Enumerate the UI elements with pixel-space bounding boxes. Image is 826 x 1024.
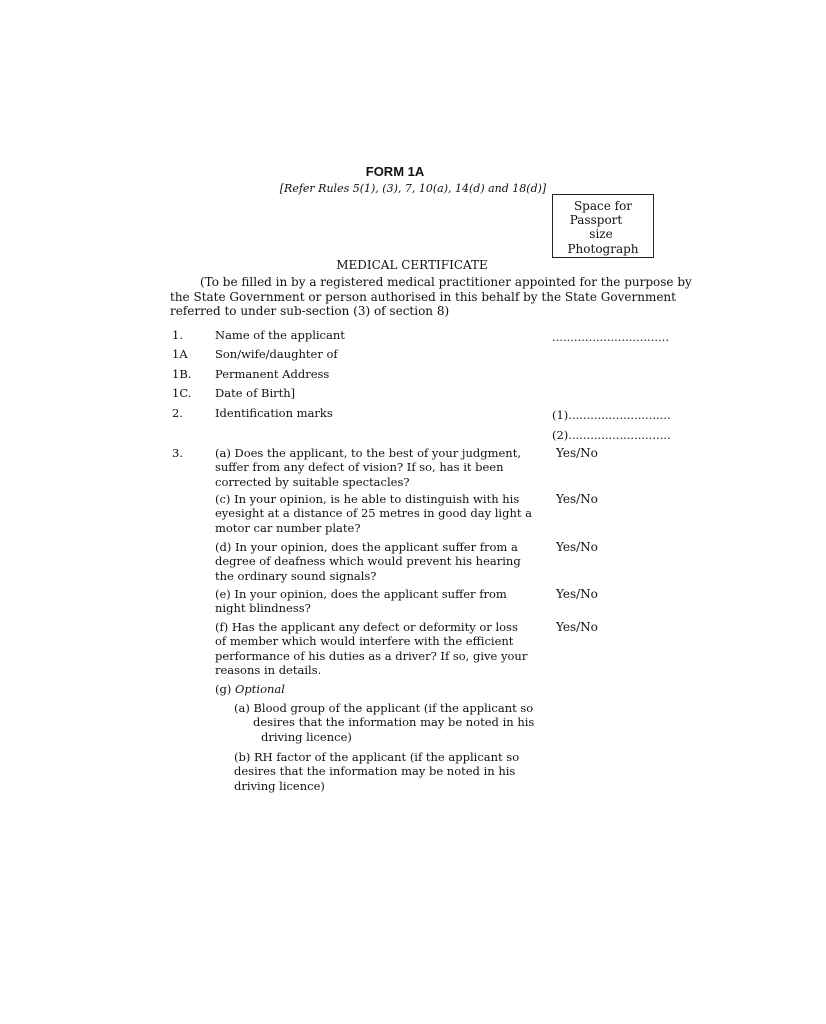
optional-line: desires that the information may be noted in his bbox=[253, 715, 535, 730]
question-line: (d) In your opinion, does the applicant suffer from a bbox=[215, 540, 518, 554]
certificate-title: MEDICAL CERTIFICATE bbox=[336, 258, 488, 272]
photo-box-line: Photograph bbox=[567, 241, 639, 256]
optional-line: (a) Blood group of the applicant (if the applicant so bbox=[234, 701, 534, 715]
optional-line: (b) RH factor of the applicant (if the applicant so bbox=[234, 750, 520, 764]
optional-label: Optional bbox=[235, 682, 285, 696]
identification-mark-1-entry[interactable]: (1)............................ bbox=[552, 408, 671, 422]
question-line: (f) Has the applicant any defect or deformity or loss bbox=[215, 620, 518, 634]
certificate-intro bbox=[170, 275, 692, 319]
question-line: reasons in details. bbox=[215, 663, 322, 678]
question-line: performance of his duties as a driver? If so, give your bbox=[215, 648, 528, 663]
yes-no-answer[interactable]: Yes/No bbox=[556, 492, 598, 506]
optional-prefix: (g) bbox=[215, 682, 232, 696]
yes-no-answer[interactable]: Yes/No bbox=[556, 587, 598, 601]
question-deafness bbox=[215, 540, 521, 583]
item-number: 1B. bbox=[172, 367, 192, 381]
question-line: (e) In your opinion, does the applicant suffer from bbox=[215, 587, 507, 601]
name-entry-line[interactable]: ................................ bbox=[552, 330, 669, 344]
question-line: (c) In your opinion, is he able to distinguish with his bbox=[215, 492, 520, 506]
optional-rh-factor bbox=[234, 750, 520, 793]
question-line: eyesight at a distance of 25 metres in good day light a bbox=[215, 506, 533, 521]
question-night-blindness bbox=[215, 587, 507, 616]
passport-photo-box bbox=[552, 194, 654, 258]
item-number: 1A bbox=[172, 347, 188, 361]
intro-line: the State Government or person authorised in this behalf by the State Government bbox=[170, 289, 676, 304]
field-label-address: Permanent Address bbox=[215, 367, 330, 381]
yes-no-answer[interactable]: Yes/No bbox=[556, 620, 598, 634]
question-deformity bbox=[215, 620, 528, 678]
field-label-identification: Identification marks bbox=[215, 406, 333, 420]
field-label-relation: Son/wife/daughter of bbox=[215, 347, 338, 361]
optional-heading bbox=[215, 682, 285, 696]
identification-mark-2-entry[interactable]: (2)............................ bbox=[552, 428, 671, 442]
question-line: suffer from any defect of vision? If so, has it been bbox=[215, 460, 504, 475]
item-number: 1C. bbox=[172, 386, 192, 400]
optional-line: driving licence) bbox=[261, 729, 352, 744]
rules-reference: [Refer Rules 5(1), (3), 7, 10(a), 14(d) and 18(d)] bbox=[279, 182, 547, 195]
question-eyesight-distance bbox=[215, 492, 533, 535]
question-line: of member which would interfere with the efficient bbox=[215, 634, 514, 649]
question-line: night blindness? bbox=[215, 601, 311, 616]
field-label-dob: Date of Birth] bbox=[215, 386, 296, 400]
intro-line: (To be filled in by a registered medical practitioner appointed for the purpose by bbox=[200, 275, 692, 289]
yes-no-answer[interactable]: Yes/No bbox=[556, 446, 598, 460]
item-number: 3. bbox=[172, 446, 183, 460]
question-line: the ordinary sound signals? bbox=[215, 568, 377, 583]
field-label-name: Name of the applicant bbox=[215, 328, 345, 342]
optional-line: driving licence) bbox=[234, 778, 325, 793]
photo-box-line: Space for bbox=[573, 199, 633, 213]
item-number: 1. bbox=[172, 328, 183, 342]
intro-line: referred to under sub-section (3) of section 8) bbox=[170, 304, 450, 319]
photo-box-line: size bbox=[589, 227, 613, 242]
question-line: motor car number plate? bbox=[215, 520, 361, 535]
optional-blood-group bbox=[234, 701, 535, 744]
question-line: degree of deafness which would prevent his hearing bbox=[215, 554, 521, 569]
photo-box-line: Passport bbox=[569, 213, 623, 228]
item-number: 2. bbox=[172, 406, 183, 420]
optional-line: desires that the information may be noted in his bbox=[234, 764, 516, 779]
question-vision bbox=[215, 446, 521, 489]
question-line: corrected by suitable spectacles? bbox=[215, 474, 410, 489]
form-title: FORM 1A bbox=[365, 164, 425, 179]
yes-no-answer[interactable]: Yes/No bbox=[556, 540, 598, 554]
question-line: (a) Does the applicant, to the best of your judgment, bbox=[215, 446, 521, 460]
